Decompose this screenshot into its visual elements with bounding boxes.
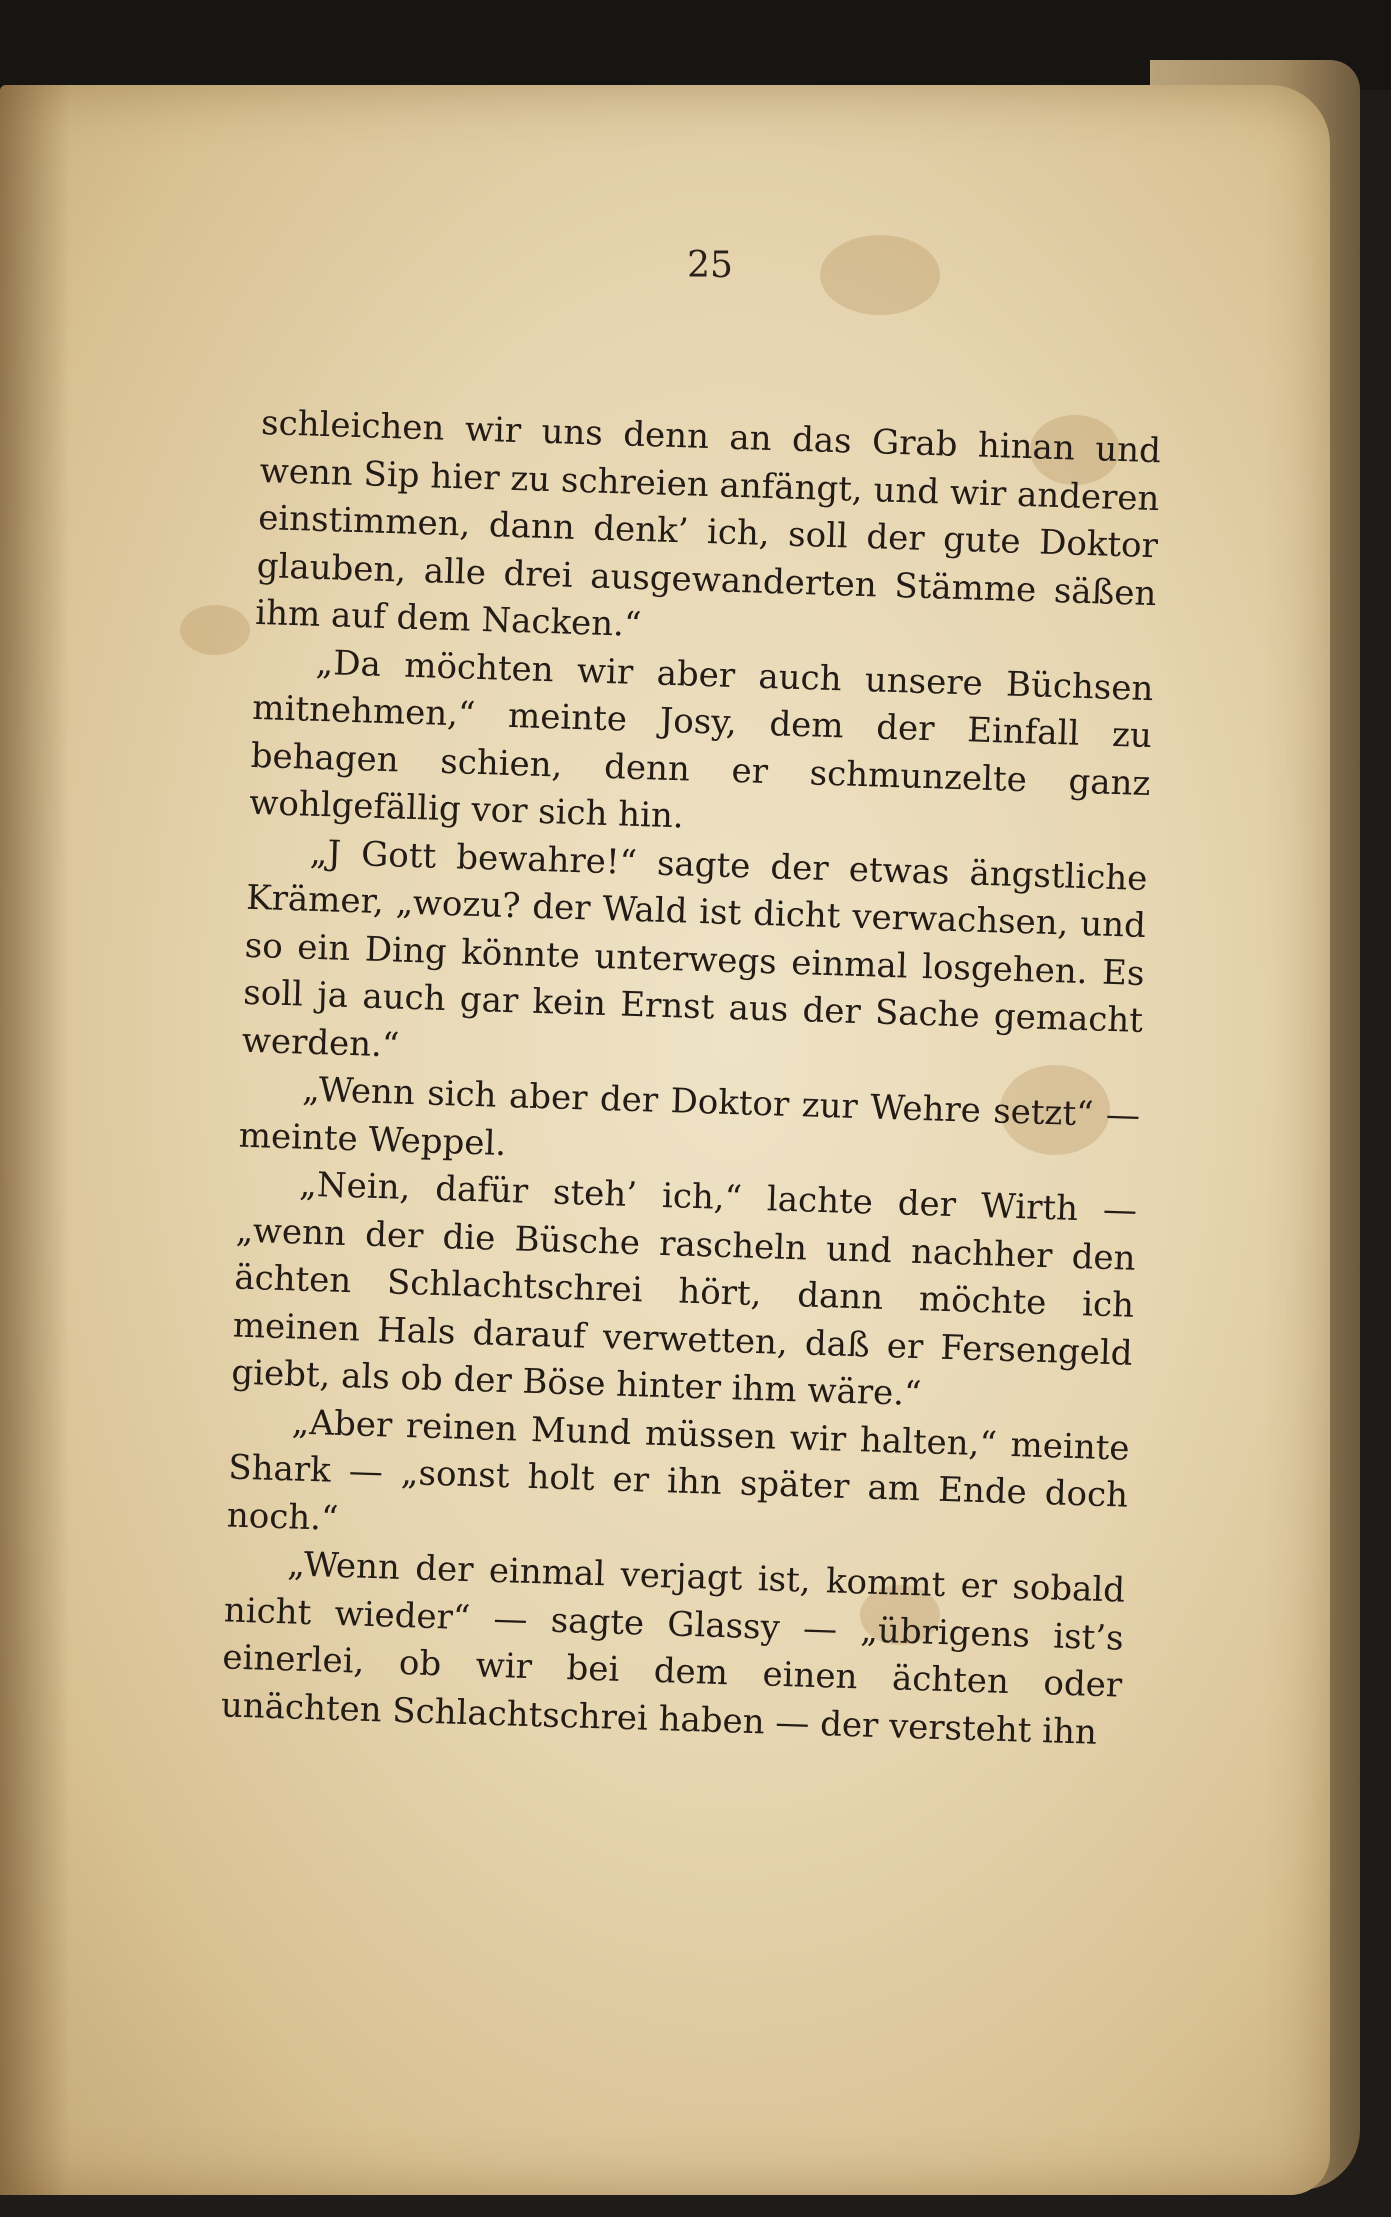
paragraph: „Nein, dafür steh’ ich,“ lachte der Wirth — „wenn der die Büsche rascheln und nachher den ächten Schlachtschrei hört, dann möchte ich meinen Hals darauf verwetten, daß er Fersengeld giebt, als ob der Böse hinter ihm wäre.“	[230, 1164, 1138, 1415]
paper-stain	[180, 605, 250, 655]
page-number: 25	[687, 245, 733, 286]
paragraph: „Da möchten wir aber auch unsere Büchsen mitnehmen,“ meinte Josy, dem der Einfall zu behagen schien, denn er schmunzelte ganz wohlgefällig vor sich hin.	[248, 642, 1155, 837]
body-text	[220, 400, 1161, 1758]
paragraph: schleichen wir uns denn an das Grab hinan und wenn Sip hier zu schreien anfängt, und wir anderen einstimmen, dann denk’ ich, soll der gute Doktor glauben, alle drei ausgewanderten Stämme säßen ihm auf dem Nacken.“	[254, 402, 1162, 646]
paragraph: „Aber reinen Mund müssen wir halten,“ meinte Shark — „sonst holt er ihn später am Ende doch noch.“	[226, 1401, 1131, 1539]
paragraph: „Wenn der einmal verjagt ist, kommt er sobald nicht wieder“ — sagte Glassy — „übrigens ist’s einerlei, ob wir bei dem einen ächten oder unächten Schlachtschrei haben — der versteht ihn	[220, 1544, 1126, 1753]
paragraph: „J Gott bewahre!“ sagte der etwas ängstliche Krämer, „wozu? der Wald ist dicht verwachsen, und so ein Ding könnte unterwegs einmal losgehen. Es soll ja auch gar kein Ernst aus der Sache gemacht werden.“	[241, 832, 1149, 1066]
paragraph: „Wenn sich aber der Doktor zur Wehre setzt“ — meinte Weppel.	[238, 1069, 1141, 1164]
